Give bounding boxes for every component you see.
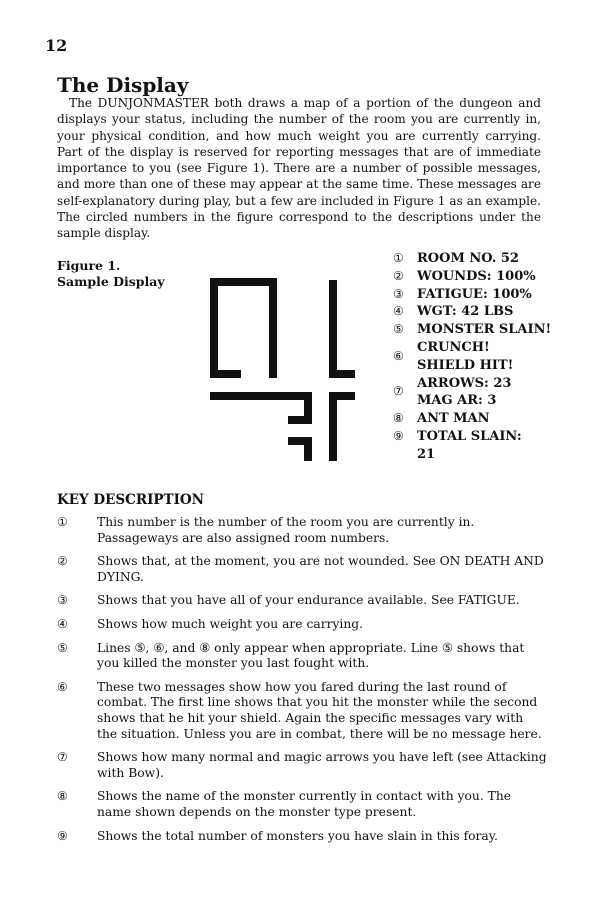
page-number: 12 <box>45 36 68 55</box>
status-row-fatigue <box>393 286 551 304</box>
circled-number: ① <box>57 515 68 529</box>
status-row-arrows <box>393 375 551 411</box>
key-description: Shows that you have all of your endurance available. See FATIGUE. <box>97 593 520 608</box>
status-text: FATIGUE: 100% <box>417 286 532 302</box>
circled-number: ③ <box>57 593 68 608</box>
circled-number: ⑤ <box>57 640 68 655</box>
status-row-combat <box>393 339 551 375</box>
key-description: These two messages show how you fared during the last round of combat. The first line shows that you hit the monster while the second shows that he hit your shield. Again the specific messages vary with the situation. Unless you are in combat, there will be no message here. <box>97 679 542 741</box>
key-item <box>57 750 547 781</box>
map-wall <box>269 278 277 378</box>
circled-number: ⑥ <box>393 348 404 363</box>
status-text: WGT: 42 LBS <box>417 304 514 320</box>
figure-caption-title: Sample Display <box>57 274 165 289</box>
dungeon-map <box>205 276 355 466</box>
map-wall <box>329 392 337 461</box>
key-description: Shows how much weight you are carrying. <box>97 616 364 631</box>
circled-number: ⑦ <box>57 750 68 765</box>
circled-number: ⑦ <box>393 384 404 399</box>
key-item <box>57 680 547 742</box>
circled-number: ⑨ <box>393 428 404 443</box>
key-description: This number is the number of the room you are currently in. Passageways are also assigned room numbers. <box>97 515 475 545</box>
status-text: ARROWS: 23 <box>417 375 512 391</box>
map-wall <box>288 416 312 424</box>
key-heading: KEY DESCRIPTION <box>57 492 204 508</box>
key-item <box>57 617 547 633</box>
circled-number: ⑤ <box>393 322 404 337</box>
status-row-weight <box>393 303 551 321</box>
map-wall <box>304 437 312 461</box>
key-item <box>57 593 547 609</box>
figure-caption <box>57 258 165 290</box>
circled-number: ⑥ <box>57 679 68 694</box>
section-title: The Display <box>57 73 189 97</box>
key-description: Shows that, at the moment, you are not wounded. See ON DEATH AND DYING. <box>97 554 544 584</box>
status-text: WOUNDS: 100% <box>417 268 536 284</box>
key-item <box>57 554 547 585</box>
status-row-monster-name <box>393 410 551 428</box>
status-row-monster-slain <box>393 321 551 339</box>
status-text: MAG AR: 3 <box>417 393 497 409</box>
status-text: ANT MAN <box>417 411 490 427</box>
circled-number: ② <box>393 268 404 283</box>
status-text: CRUNCH! <box>417 339 490 355</box>
circled-number: ② <box>57 554 68 569</box>
intro-paragraph: The DUNJONMASTER both draws a map of a portion of the dungeon and displays your status, including the number of the room you are currently in, your physical condition, and how much weight you are currently carrying. Part of the display is reserved for reporting messages that are of immediate importance to you (see Figure 1). There are a number of possible messages, and more than one of these may appear at the same time. These messages are self-explanatory during play, but a few are included in Figure 1 as an example. The circled numbers in the figure correspond to the descriptions under the sample display. <box>57 96 541 241</box>
circled-number: ⑨ <box>57 828 68 843</box>
key-item <box>57 829 547 845</box>
circled-number: ⑧ <box>393 411 404 426</box>
status-text: 21 <box>417 446 436 462</box>
circled-number: ⑧ <box>57 789 68 804</box>
figure-caption-label: Figure 1. <box>57 258 121 273</box>
map-wall <box>269 370 277 378</box>
circled-number: ④ <box>57 616 68 631</box>
status-display <box>393 250 551 464</box>
circled-number: ① <box>393 251 404 265</box>
key-description: Shows the total number of monsters you have slain in this foray. <box>97 828 498 843</box>
key-item <box>57 515 547 546</box>
map-wall <box>210 278 277 286</box>
key-description: Shows the name of the monster currently in contact with you. The name shown depends on the monster type present. <box>97 789 512 819</box>
map-wall <box>329 280 337 378</box>
map-wall <box>210 278 218 378</box>
circled-number: ④ <box>393 304 404 319</box>
key-item <box>57 789 547 820</box>
map-wall <box>210 392 312 400</box>
map-wall <box>329 370 355 378</box>
status-text: MONSTER SLAIN! <box>417 322 552 338</box>
key-description: Lines ⑤, ⑥, and ⑧ only appear when appropriate. Line ⑤ shows that you killed the monster you last fought with. <box>97 640 525 671</box>
key-description: Shows how many normal and magic arrows you have left (see Attacking with Bow). <box>97 750 547 780</box>
status-row-room <box>393 250 551 268</box>
status-text: SHIELD HIT! <box>417 357 514 373</box>
map-wall <box>210 370 241 378</box>
status-text: TOTAL SLAIN: <box>417 428 522 444</box>
status-row-wounds <box>393 268 551 286</box>
key-item <box>57 641 547 672</box>
key-list <box>57 515 547 852</box>
circled-number: ③ <box>393 286 404 301</box>
status-row-total-slain <box>393 428 551 464</box>
status-text: ROOM NO. 52 <box>417 251 519 266</box>
